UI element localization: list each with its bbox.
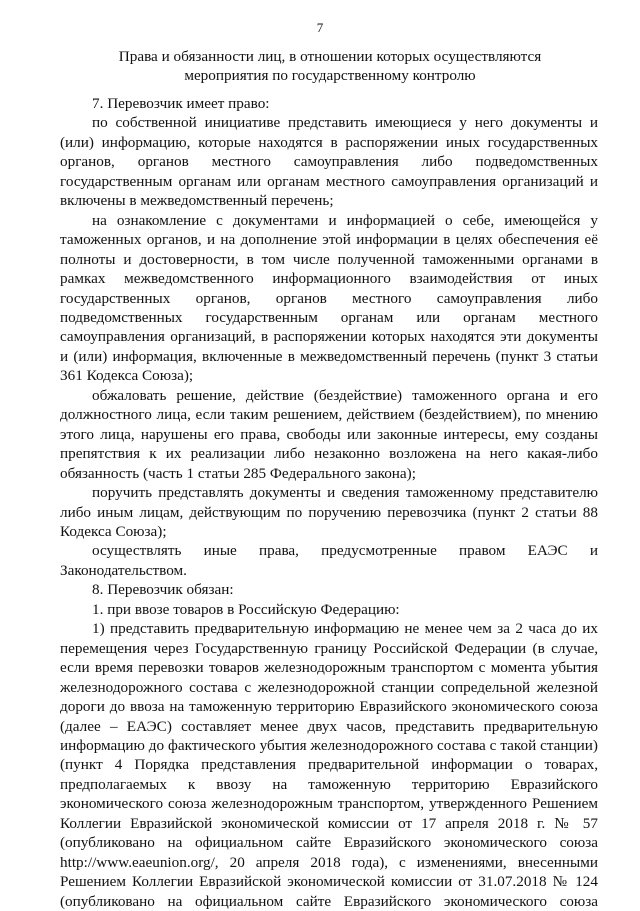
paragraph-own-initiative: по собственной инициативе представить имеющиеся у него документы и (или) информацию, которые находятся в распоряжении иных государственных органов, органов местного самоуправления либо подведомственных государственным органам или органам местного самоуправления организаций и включены в межведомственный перечень; bbox=[60, 114, 598, 210]
paragraph-appeal: обжаловать решение, действие (бездействие) таможенного органа и его должностного лица, если таким решением, действием (бездействием), по мнению этого лица, нарушены его права, свободы или законные интересы, ему созданы препятствия к их реализации либо незаконно возложена на него какая-либо обязанность (часть 1 статьи 285 Федерального закона); bbox=[60, 386, 598, 482]
paragraph-carrier-obligations: 8. Перевозчик обязан: bbox=[92, 581, 234, 599]
paragraph-familiarization: на ознакомление с документами и информацией о себе, имеющейся у таможенных органов, и на дополнение этой информации в целях обеспечения её полноты и достоверности, в том числе полученной таможенными органами в рамках межведомственного информационного взаимодействия от иных государственных органов, органов местного самоуправления либо подведомственных государственным органам или органам местного самоуправления организаций, в распоряжении которых находятся эти документы и (или) информация, включенные в межведомственный перечень (пункт 3 статьи 361 Кодекса Союза); bbox=[60, 211, 598, 385]
heading-line-2: мероприятия по государственному контролю bbox=[184, 67, 476, 84]
document-body bbox=[60, 94, 598, 911]
paragraph-import-goods: 1. при ввозе товаров в Российскую Федерацию: bbox=[92, 600, 400, 618]
paragraph-preliminary-information: 1) представить предварительную информацию не менее чем за 2 часа до их перемещения через Государственную границу Российской Федерации (в случае, если время перевозки товаров железнодорожным транспортом с момента убытия железнодорожного состава с железнодорожной станции сопредельной железной дороги до ввоза на таможенную территорию Евразийского экономического союза (далее – ЕАЭС) составляет менее двух часов, представить предварительную информацию до фактического убытия железнодорожного состава с такой станции) (пункт 4 Порядка представления предварительной информации о товарах, предполагаемых к ввозу на таможенную территорию Евразийского экономического союза железнодорожным транспортом, утвержденного Решением Коллегии Евразийской экономической комиссии от 17 апреля 2018 г. № 57 (опубликовано на официальном сайте Евразийского экономического союза http://www.eaeunion.org/, 20 апреля 2018 года), с изменениями, внесенными Решением Коллегии Евразийской экономической комиссии от 31.07.2018 № 124 (опубликовано на официальном сайте Евразийского экономического союза bbox=[60, 620, 598, 910]
section-heading bbox=[60, 47, 600, 85]
heading-line-1: Права и обязанности лиц, в отношении которых осуществляются bbox=[118, 48, 542, 65]
paragraph-instruct-representative: поручить представлять документы и сведения таможенному представителю либо иным лицам, действующим по поручению перевозчика (пункт 2 статьи 88 Кодекса Союза); bbox=[60, 484, 598, 540]
paragraph-carrier-rights: 7. Перевозчик имеет право: bbox=[92, 95, 270, 112]
page-number: 7 bbox=[316, 20, 324, 35]
paragraph-other-rights: осуществлять иные права, предусмотренные правом ЕАЭС и Законодательством. bbox=[60, 542, 598, 579]
